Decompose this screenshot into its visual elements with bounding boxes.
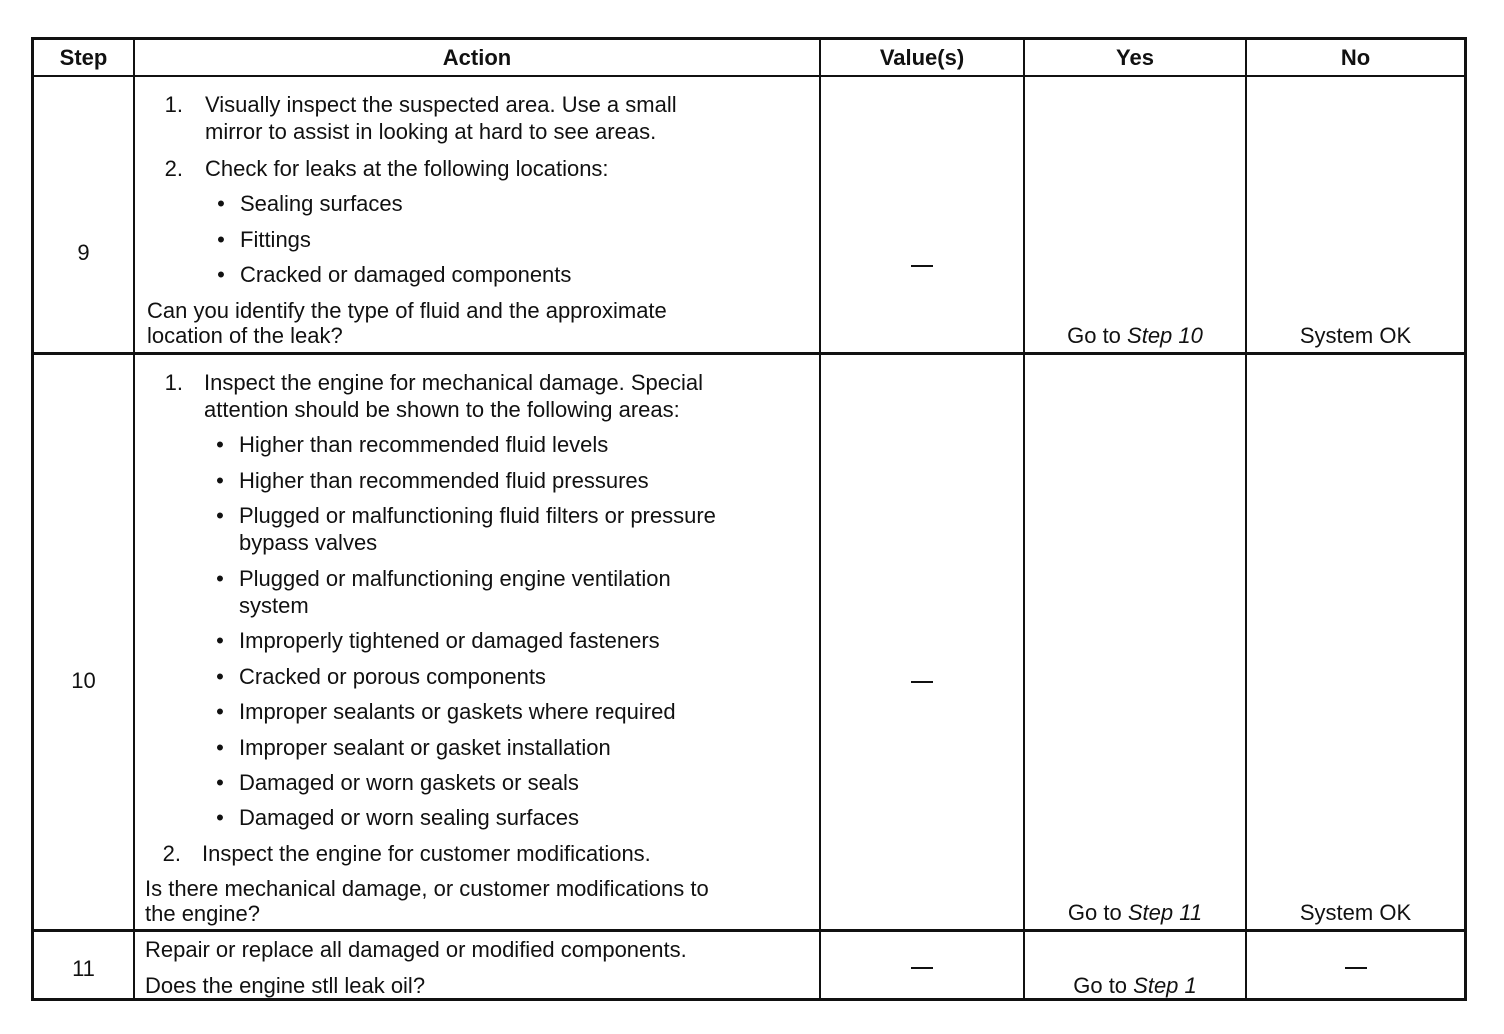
yes-text: Go to Step 1 bbox=[1073, 973, 1197, 998]
table-row-step-11 bbox=[34, 932, 1464, 998]
bullet-icon: • bbox=[216, 735, 224, 760]
action-cell bbox=[135, 355, 821, 929]
table-row-step-10 bbox=[34, 355, 1464, 932]
no-text: System OK bbox=[1299, 323, 1412, 348]
bullet-icon: • bbox=[216, 805, 224, 830]
header-yes: Yes bbox=[1025, 40, 1247, 75]
step-number: 10 bbox=[71, 668, 96, 693]
yes-cell bbox=[1025, 932, 1247, 998]
step-cell bbox=[34, 77, 135, 352]
header-step: Step bbox=[34, 40, 135, 75]
value-cell bbox=[821, 355, 1025, 929]
bullet-item: Plugged or malfunctioning fluid filters or pressure bbox=[239, 503, 716, 528]
bullet-icon: • bbox=[216, 628, 224, 653]
empty-dash bbox=[821, 252, 1023, 278]
value-cell bbox=[821, 932, 1025, 998]
action-line: attention should be shown to the following areas: bbox=[204, 397, 680, 422]
diagnostic-table bbox=[31, 37, 1467, 1001]
action-cell bbox=[135, 77, 821, 352]
list-number: 2. bbox=[162, 841, 181, 866]
yes-text: Go to Step 10 bbox=[1067, 323, 1203, 348]
list-number: 2. bbox=[164, 156, 183, 181]
list-number: 1. bbox=[164, 92, 183, 117]
bullet-icon: • bbox=[216, 566, 224, 591]
bullet-icon: • bbox=[216, 664, 224, 689]
action-line: Repair or replace all damaged or modified components. bbox=[145, 937, 687, 962]
step-reference: Step 1 bbox=[1133, 973, 1197, 998]
bullet-item: Sealing surfaces bbox=[240, 191, 403, 216]
question-line: location of the leak? bbox=[147, 323, 343, 348]
bullet-icon: • bbox=[217, 191, 225, 216]
question-line: the engine? bbox=[145, 901, 260, 926]
step-reference: Step 10 bbox=[1127, 323, 1203, 348]
action-line: Check for leaks at the following locations: bbox=[205, 156, 609, 181]
no-cell bbox=[1247, 77, 1464, 352]
bullet-item: Improperly tightened or damaged fasteners bbox=[239, 628, 660, 653]
no-text: System OK bbox=[1299, 900, 1412, 925]
header-no: No bbox=[1340, 45, 1371, 70]
value-cell bbox=[821, 77, 1025, 352]
table-header-row bbox=[34, 40, 1464, 77]
bullet-icon: • bbox=[216, 432, 224, 457]
list-number: 1. bbox=[164, 370, 183, 395]
step-cell bbox=[34, 932, 135, 998]
yes-cell bbox=[1025, 77, 1247, 352]
yes-text: Go to Step 11 bbox=[1067, 900, 1203, 925]
bullet-icon: • bbox=[217, 262, 225, 287]
step-number: 11 bbox=[72, 956, 95, 981]
step-reference: Step 11 bbox=[1127, 900, 1203, 925]
header-values: Value(s) bbox=[821, 40, 1025, 75]
no-cell bbox=[1247, 932, 1464, 998]
bullet-icon: • bbox=[216, 468, 224, 493]
bullet-item: Cracked or porous components bbox=[239, 664, 546, 689]
header-action: Action bbox=[135, 40, 821, 75]
bullet-icon: • bbox=[216, 503, 224, 528]
bullet-item: Damaged or worn gaskets or seals bbox=[239, 770, 579, 795]
empty-dash bbox=[821, 668, 1023, 694]
question-line: Does the engine stll leak oil? bbox=[145, 973, 426, 998]
question-line: Is there mechanical damage, or customer modifications to bbox=[145, 876, 709, 901]
step-number: 9 bbox=[77, 240, 90, 265]
bullet-item: Fittings bbox=[240, 227, 311, 252]
bullet-item: Cracked or damaged components bbox=[240, 262, 572, 287]
empty-dash bbox=[821, 954, 1023, 980]
question-line: Can you identify the type of fluid and the approximate bbox=[147, 298, 667, 323]
bullet-item: Higher than recommended fluid levels bbox=[239, 432, 609, 457]
action-cell bbox=[135, 932, 821, 998]
bullet-icon: • bbox=[216, 699, 224, 724]
action-line: Inspect the engine for mechanical damage. Special bbox=[204, 370, 703, 395]
no-cell bbox=[1247, 355, 1464, 929]
bullet-item-continued: system bbox=[239, 593, 309, 618]
bullet-icon: • bbox=[217, 227, 225, 252]
step-cell bbox=[34, 355, 135, 929]
action-line: mirror to assist in looking at hard to see areas. bbox=[205, 119, 657, 144]
action-line: Inspect the engine for customer modifications. bbox=[202, 841, 651, 866]
bullet-item: Damaged or worn sealing surfaces bbox=[239, 805, 579, 830]
yes-cell bbox=[1025, 355, 1247, 929]
empty-dash bbox=[1247, 954, 1464, 980]
bullet-item: Improper sealant or gasket installation bbox=[239, 735, 611, 760]
table-row-step-9 bbox=[34, 77, 1464, 355]
bullet-item: Plugged or malfunctioning engine ventilation bbox=[239, 566, 671, 591]
bullet-item: Higher than recommended fluid pressures bbox=[239, 468, 649, 493]
bullet-item-continued: bypass valves bbox=[239, 530, 378, 555]
bullet-icon: • bbox=[216, 770, 224, 795]
bullet-item: Improper sealants or gaskets where required bbox=[239, 699, 676, 724]
action-line: Visually inspect the suspected area. Use a small bbox=[205, 92, 677, 117]
